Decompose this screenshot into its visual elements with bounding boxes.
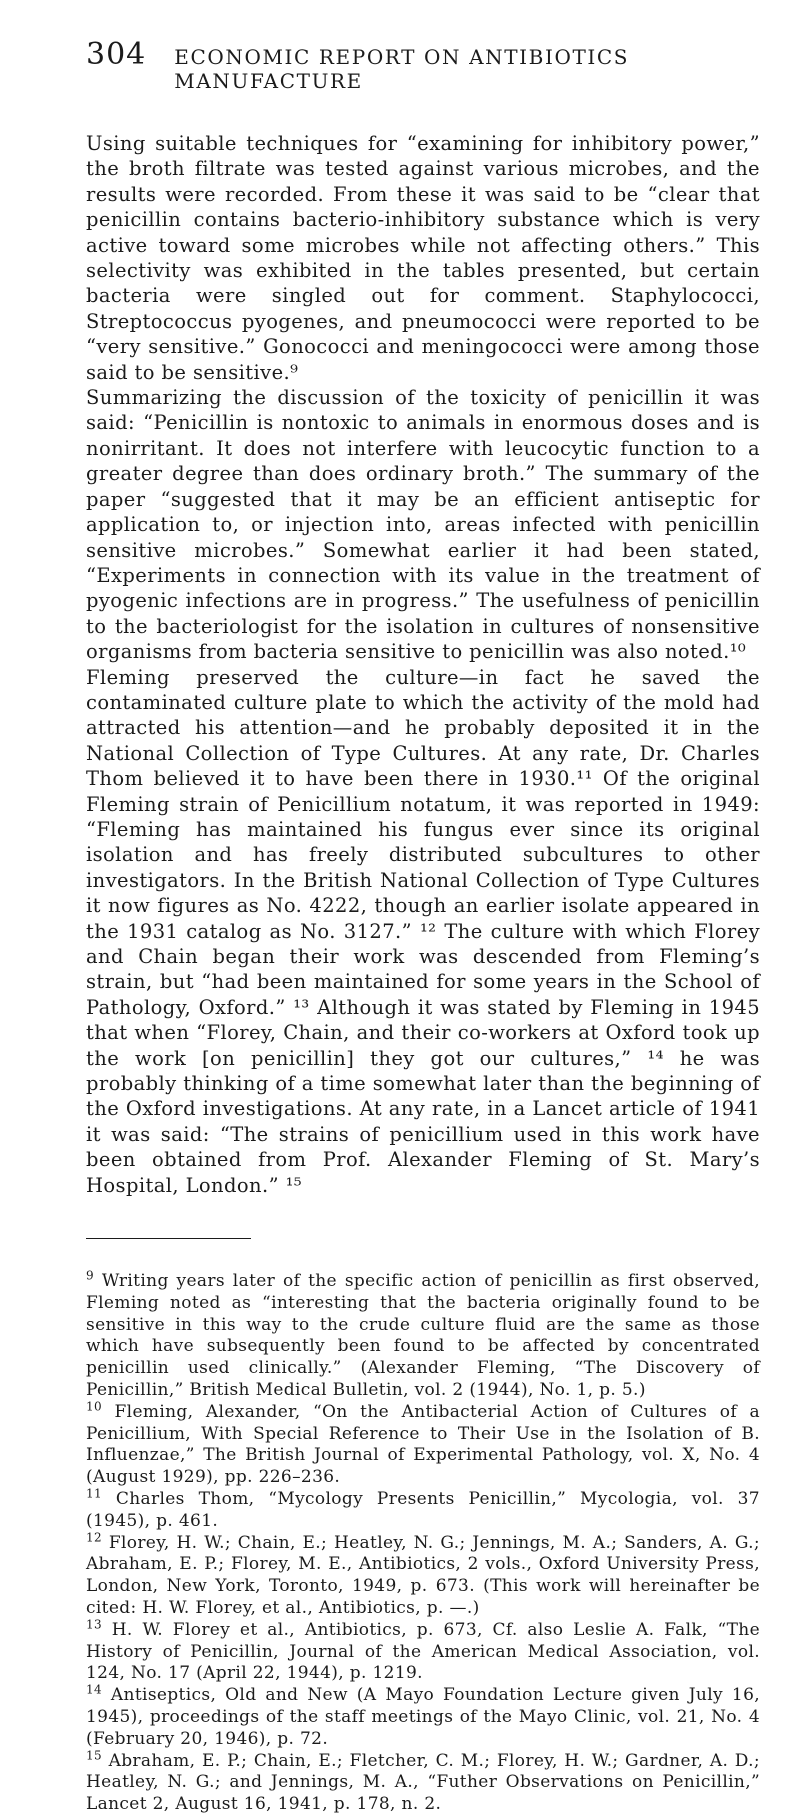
body-text <box>86 131 760 1198</box>
footnote-number: 9 <box>86 1268 94 1283</box>
footnote-text: Fleming, Alexander, “On the Antibacterial Action of Cultures of a Penicillium, With Special Reference to Their Use in the Isolation of B. Influenzae,” The British Journal of Experimental Pathology, vol. X, No. 4 (August 1929), pp. 226–236. <box>86 1401 760 1488</box>
footnote <box>86 1268 760 1402</box>
footnotes <box>86 1268 760 1816</box>
footnote-number: 11 <box>86 1486 102 1501</box>
footnote <box>86 1529 760 1620</box>
body-paragraph: Using suitable techniques for “examining for inhibitory power,” the broth filtrate was tested against various microbes, and the results were recorded. From these it was said to be “clear that penicillin contains bacterio-inhibitory substance which is very active toward some microbes while not affecting others.” This selectivity was exhibited in the tables presented, but certain bacteria were singled out for comment. Staphylococci, Streptococcus pyogenes, and pneumococci were reported to be “very sensitive.” Gonococci and meningococci were among those said to be sensitive.⁹ <box>86 132 760 384</box>
footnote <box>86 1682 760 1750</box>
footnote <box>86 1399 760 1489</box>
footnote-number: 12 <box>86 1529 102 1544</box>
footnote <box>86 1617 760 1685</box>
footnote-number: 10 <box>86 1399 102 1414</box>
body-paragraph: Fleming preserved the culture—in fact he saved the contaminated culture plate to which the activity of the mold had attracted his attention—and he probably deposited it in the National Collection of Type Cultures. At any rate, Dr. Charles Thom believed it to have been there in 1930.¹¹ Of the original Fleming strain of Penicillium notatum, it was reported in 1949: “Fleming has maintained his fungus ever since its original isolation and has freely distributed subcultures to other investigators. In the British National Collection of Type Cultures it now figures as No. 4222, though an earlier isolate appeared in the 1931 catalog as No. 3127.” ¹² The culture with which Florey and Chain began their work was descended from Fleming’s strain, but “had been maintained for some years in the School of Pathology, Oxford.” ¹³ Although it was stated by Fleming in 1945 that when “Florey, Chain, and their co-workers at Oxford took up the work [on penicillin] they got our cultures,” ¹⁴ he was probably thinking of a time somewhat later than the beginning of the Oxford investigations. At any rate, in a Lancet article of 1941 it was said: “The strains of penicillium used in this work have been obtained from Prof. Alexander Fleming of St. Mary’s Hospital, London.” ¹⁵ <box>86 665 760 1197</box>
footnote <box>86 1486 760 1533</box>
body-paragraph: Summarizing the discussion of the toxicity of penicillin it was said: “Penicillin is nontoxic to animals in enormous doses and is nonirritant. It does not interfere with leucocytic function to a greater degree than does ordinary broth.” The summary of the paper “suggested that it may be an efficient antiseptic for application to, or injection into, areas infected with penicillin sensitive microbes.” Somewhat earlier it had been stated, “Experiments in connection with its value in the treatment of pyogenic infections are in progress.” The usefulness of penicillin to the bacteriologist for the isolation in cultures of nonsensitive organisms from bacteria sensitive to penicillin was also noted.¹⁰ <box>86 386 760 664</box>
footnote-text: H. W. Florey et al., Antibiotics, p. 673, Cf. also Leslie A. Falk, “The History of Penicillin, Journal of the American Medical Association, vol. 124, No. 17 (April 22, 1944), p. 1219. <box>86 1619 760 1684</box>
footnote-text: Abraham, E. P.; Chain, E.; Fletcher, C. M.; Florey, H. W.; Gardner, A. D.; Heatley, N. G.; and Jennings, M. A., “Futher Observations on Penicillin,” Lancet 2, August 16, 1941, p. 178, n. 2. <box>86 1750 760 1815</box>
footnote-number: 15 <box>86 1747 102 1762</box>
footnote-number: 14 <box>86 1682 102 1697</box>
footnote-divider <box>86 1238 251 1239</box>
footnote-text: Florey, H. W.; Chain, E.; Heatley, N. G.; Jennings, M. A.; Sanders, A. G.; Abraham, E. P.; Florey, M. E., Antibiotics, 2 vols., Oxford University Press, London, New York, Toronto, 1949, p. 673. (This work will hereinafter be cited: H. W. Florey, et al., Antibiotics, p. —.) <box>86 1532 760 1619</box>
running-head <box>86 37 760 93</box>
page-number: 304 <box>86 37 147 72</box>
footnote-text: Antiseptics, Old and New (A Mayo Foundation Lecture given July 16, 1945), proceedings of the staff meetings of the Mayo Clinic, vol. 21, No. 4 (February 20, 1946), p. 72. <box>86 1685 760 1749</box>
footnote-text: Charles Thom, “Mycology Presents Penicillin,” Mycologia, vol. 37 (1945), p. 461. <box>86 1489 760 1531</box>
running-title: ECONOMIC REPORT ON ANTIBIOTICS MANUFACTURE <box>174 45 630 93</box>
footnote-number: 13 <box>86 1617 102 1632</box>
footnote-text: Writing years later of the specific action of penicillin as first observed, Fleming noted as “interesting that the bacteria originally found to be sensitive in this way to the crude culture fluid are the same as those which have subsequently been found to be affected by concentrated penicillin used clinically.” (Alexander Fleming, “The Discovery of Penicillin,” British Medical Bulletin, vol. 2 (1944), No. 1, p. 5.) <box>86 1271 760 1401</box>
footnote <box>86 1747 760 1816</box>
